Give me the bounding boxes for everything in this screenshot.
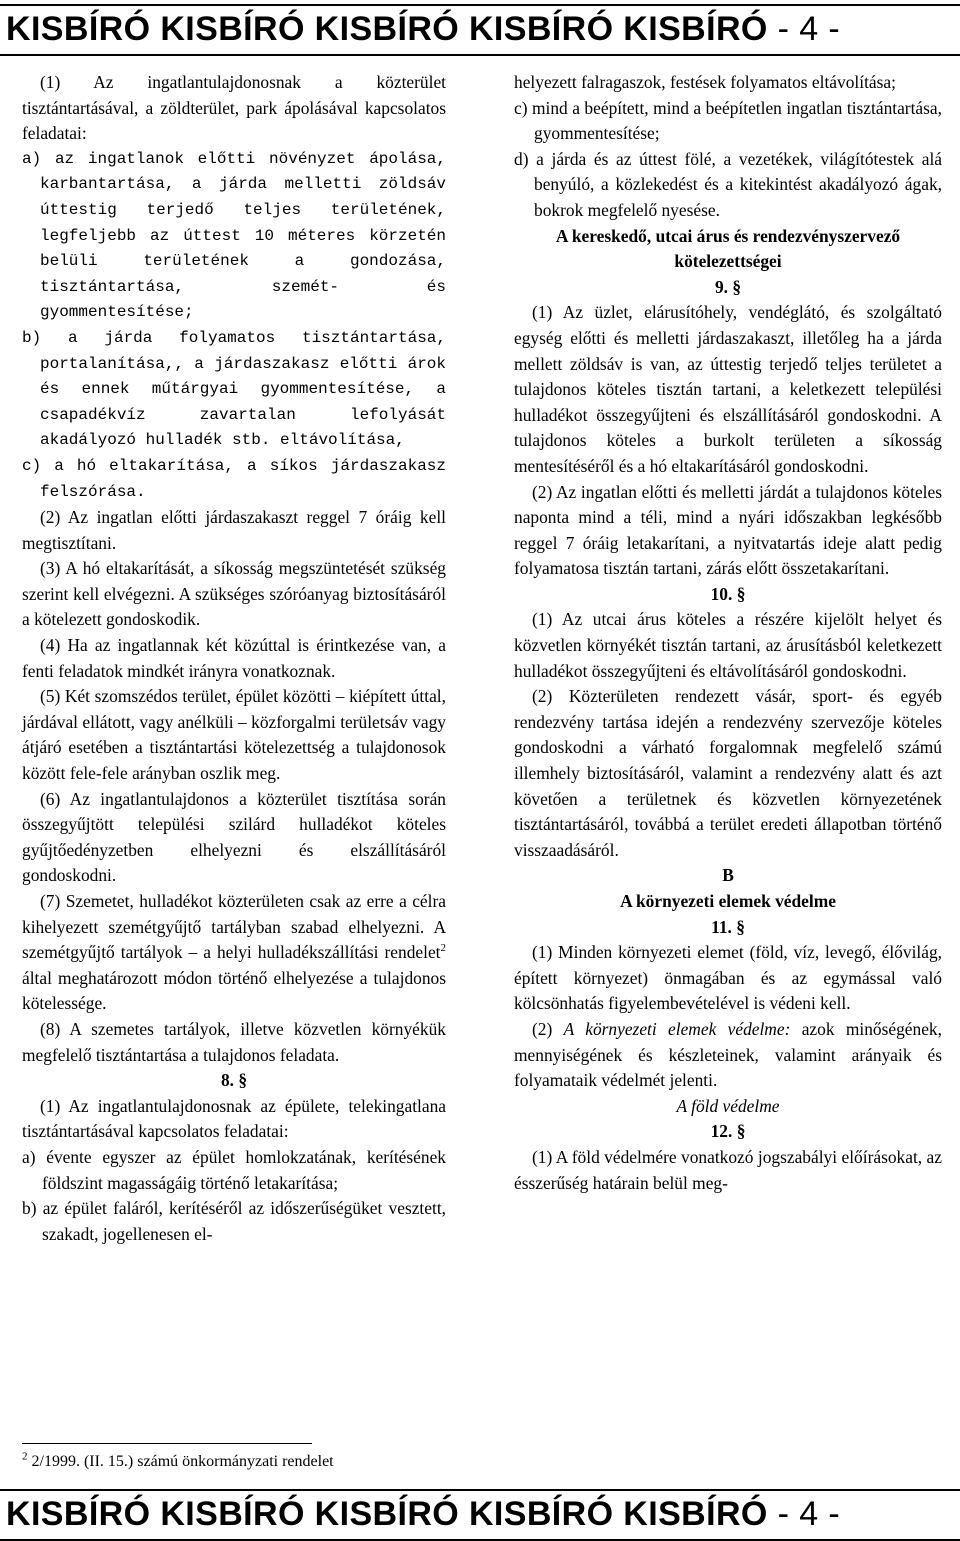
list-item: b) a járda folyamatos tisztántartása, portalanítása,, a járdaszakasz előtti árok és ennek műtárgyai gyommentesítése, a csapadékvíz zavartalan lefolyását akadályozó hulladék stb. eltávolítása,: [22, 328, 446, 450]
paragraph: (8) A szemetes tartályok, illetve közvetlen környékük megfelelő tisztántartása a tulajdonos feladata.: [22, 1018, 446, 1065]
paragraph: (3) A hó eltakarítását, a síkosság megszüntetését szükség szerint kell elvégezni. A szükséges szóróanyag biztosításáról a kötelezett gondoskodik.: [22, 558, 446, 630]
section-title: A kereskedő, utcai árus és rendezvényszervező kötelezettségei: [555, 225, 901, 272]
left-column: [22, 70, 446, 1247]
section-number: 10.: [710, 583, 733, 604]
footnote-text: 2/1999. (II. 15.) számú önkormányzati rendelet: [31, 1453, 334, 1470]
section-heading: [514, 275, 942, 301]
page-header: [0, 4, 960, 56]
section-heading: [514, 915, 942, 941]
text-run: (7) Szemetet, hulladékot közterületen csak az erre a célra kihelyezett szemétgyűjtő tartályban szabad elhelyezni. A szemétgyűjtő tartályok – a helyi hulladékszállítási rendelet: [22, 891, 446, 963]
right-column: [514, 70, 942, 1196]
italic-term: A környezeti elemek védelme:: [563, 1018, 791, 1039]
footer-title: KISBÍRÓ KISBÍRÓ KISBÍRÓ KISBÍRÓ KISBÍRÓ: [6, 1495, 768, 1533]
section-heading: [514, 1119, 942, 1145]
paragraph: (5) Két szomszédos terület, épület közötti – kiépített úttal, járdával ellátott, vagy anélküli – közforgalmi területsáv vagy átjáró esetében a tisztántartási kötelezettség a tulajdonosok között fele-fele arányban oszlik meg.: [22, 686, 446, 784]
section-sign: §: [732, 276, 742, 297]
list-item: b) az épület faláról, kerítéséről az időszerűségüket vesztett, szakadt, jogellenesen el-: [22, 1198, 446, 1244]
page-footer: [0, 1489, 960, 1541]
page-number: - 4 -: [767, 10, 841, 48]
subsection-title: A föld védelme: [676, 1095, 780, 1116]
section-heading: [22, 1068, 446, 1094]
footnote: [22, 1451, 334, 1473]
footnote-divider: [22, 1443, 312, 1444]
footnote-number: 2: [22, 1450, 28, 1463]
part-letter: B: [722, 865, 734, 886]
section-number: 8.: [220, 1070, 234, 1091]
paragraph: (1) Az üzlet, elárusítóhely, vendéglátó, és szolgáltató egység előtti és melletti járdaszakaszt, illetőleg ha a járda mellett zöldsáv is van, az úttestig terjedő teljes területet a tulajdonos köteles tisztán tartani, a keletkezett települési hulladékot összegyűjteni és elszállításáról gondoskodni. A tulajdonos köteles a burkolt területen a síkosság mentesítéséről és a hó eltakarításáról gondoskodni.: [514, 302, 942, 476]
list-item: c) mind a beépített, mind a beépítetlen ingatlan tisztántartása, gyommentesítése;: [514, 97, 942, 144]
section-heading: [514, 582, 942, 608]
paragraph: (6) Az ingatlantulajdonos a közterület tisztítása során összegyűjtött települési szilárd hulladékot köteles gyűjtőedényzetben elhelyezni és elszállításáról gondoskodni.: [22, 788, 446, 886]
text-run: által meghatározott módon történő elhelyezése a tulajdonos kötelessége.: [22, 967, 446, 1014]
paragraph: [22, 889, 446, 1017]
footnote-ref: 2: [440, 942, 446, 955]
header-title: KISBÍRÓ KISBÍRÓ KISBÍRÓ KISBÍRÓ KISBÍRÓ: [6, 10, 768, 48]
section-sign: §: [238, 1070, 248, 1091]
text-run: azok minőségének, mennyiségének és készleteinek, valamint arányaik és folyamataik védelmét jelenti.: [514, 1018, 942, 1091]
section-sign: §: [736, 916, 745, 937]
part-title: A környezeti elemek védelme: [620, 891, 836, 911]
section-number: 9.: [714, 276, 728, 297]
paragraph: (2) Az ingatlan előtti járdaszakaszt reggel 7 óráig kell megtisztítani.: [22, 507, 446, 553]
paragraph: (2) Az ingatlan előtti és melletti járdát a tulajdonos köteles naponta mind a téli, mind a nyári időszakban legkésőbb reggel 7 óráig letakarítani, a nyitvatartás ideje alatt pedig folyamatosa tisztán tartani, zárás előtt összetakarítani.: [514, 481, 942, 579]
section-sign: §: [736, 1121, 746, 1142]
list-item: helyezett falragaszok, festések folyamatos eltávolítása;: [514, 72, 896, 92]
list-item: d) a járda és az úttest fölé, a vezetékek, világítótestek alá benyúló, a közlekedést és a kitekintést akadályozó ágak, bokrok megfelelő nyesése.: [514, 148, 942, 220]
paragraph: (4) Ha az ingatlannak két közúttal is érintkezése van, a fenti feladatok mindkét irányra vonatkoznak.: [22, 635, 446, 681]
paragraph: (1) Az ingatlantulajdonosnak a közterület tisztántartásával, a zöldterület, park ápolásával kapcsolatos feladatai:: [22, 72, 446, 144]
footer-page-number: - 4 -: [767, 1495, 841, 1533]
paragraph: [514, 1017, 942, 1094]
section-number: 11.: [711, 916, 732, 937]
paragraph: (1) Az utcai árus köteles a részére kijelölt helyet és közvetlen környékét tisztán tartani, az árusításból keletkezett hulladékot összegyűjteni és eltávolításáról gondoskodni.: [514, 609, 942, 681]
paragraph: (1) Az ingatlantulajdonosnak az épülete, telekingatlana tisztántartásával kapcsolatos feladatai:: [22, 1095, 446, 1142]
text-run: (2): [532, 1018, 564, 1039]
list-item: c) a hó eltakarítása, a síkos járdaszakasz felszórása.: [22, 456, 446, 501]
section-number: 12.: [710, 1121, 733, 1142]
list-item: a) évente egyszer az épület homlokzatának, kerítésének földszint magasságáig történő letakarítása;: [22, 1146, 446, 1193]
paragraph: (2) Közterületen rendezett vásár, sport- és egyéb rendezvény tartása idején a rendezvény szervezője köteles gondoskodni a várható forgalomnak megfelelő számú illemhely biztosításáról, valamint a rendezvény alatt és azt követően a területnek és közvetlen környezetének tisztántartásáról, továbbá a terület eredeti állapotban történő visszaadásáról.: [514, 686, 942, 860]
list-item: a) az ingatlanok előtti növényzet ápolása, karbantartása, a járda melletti zöldsáv úttestig terjedő teljes területének, legfeljebb az úttest 10 méteres körzetén belüli területének a gondozása, tisztántartása, szemét- és gyommentesítése;: [22, 149, 446, 322]
paragraph: (1) Minden környezeti elemet (föld, víz, levegő, élővilág, épített környezet) önmagában és az egymással való kölcsönhatás figyelembevételével is védeni kell.: [514, 942, 942, 1014]
paragraph: (1) A föld védelmére vonatkozó jogszabályi előírásokat, az ésszerűség határain belül meg-: [514, 1146, 942, 1193]
section-sign: §: [736, 583, 746, 604]
